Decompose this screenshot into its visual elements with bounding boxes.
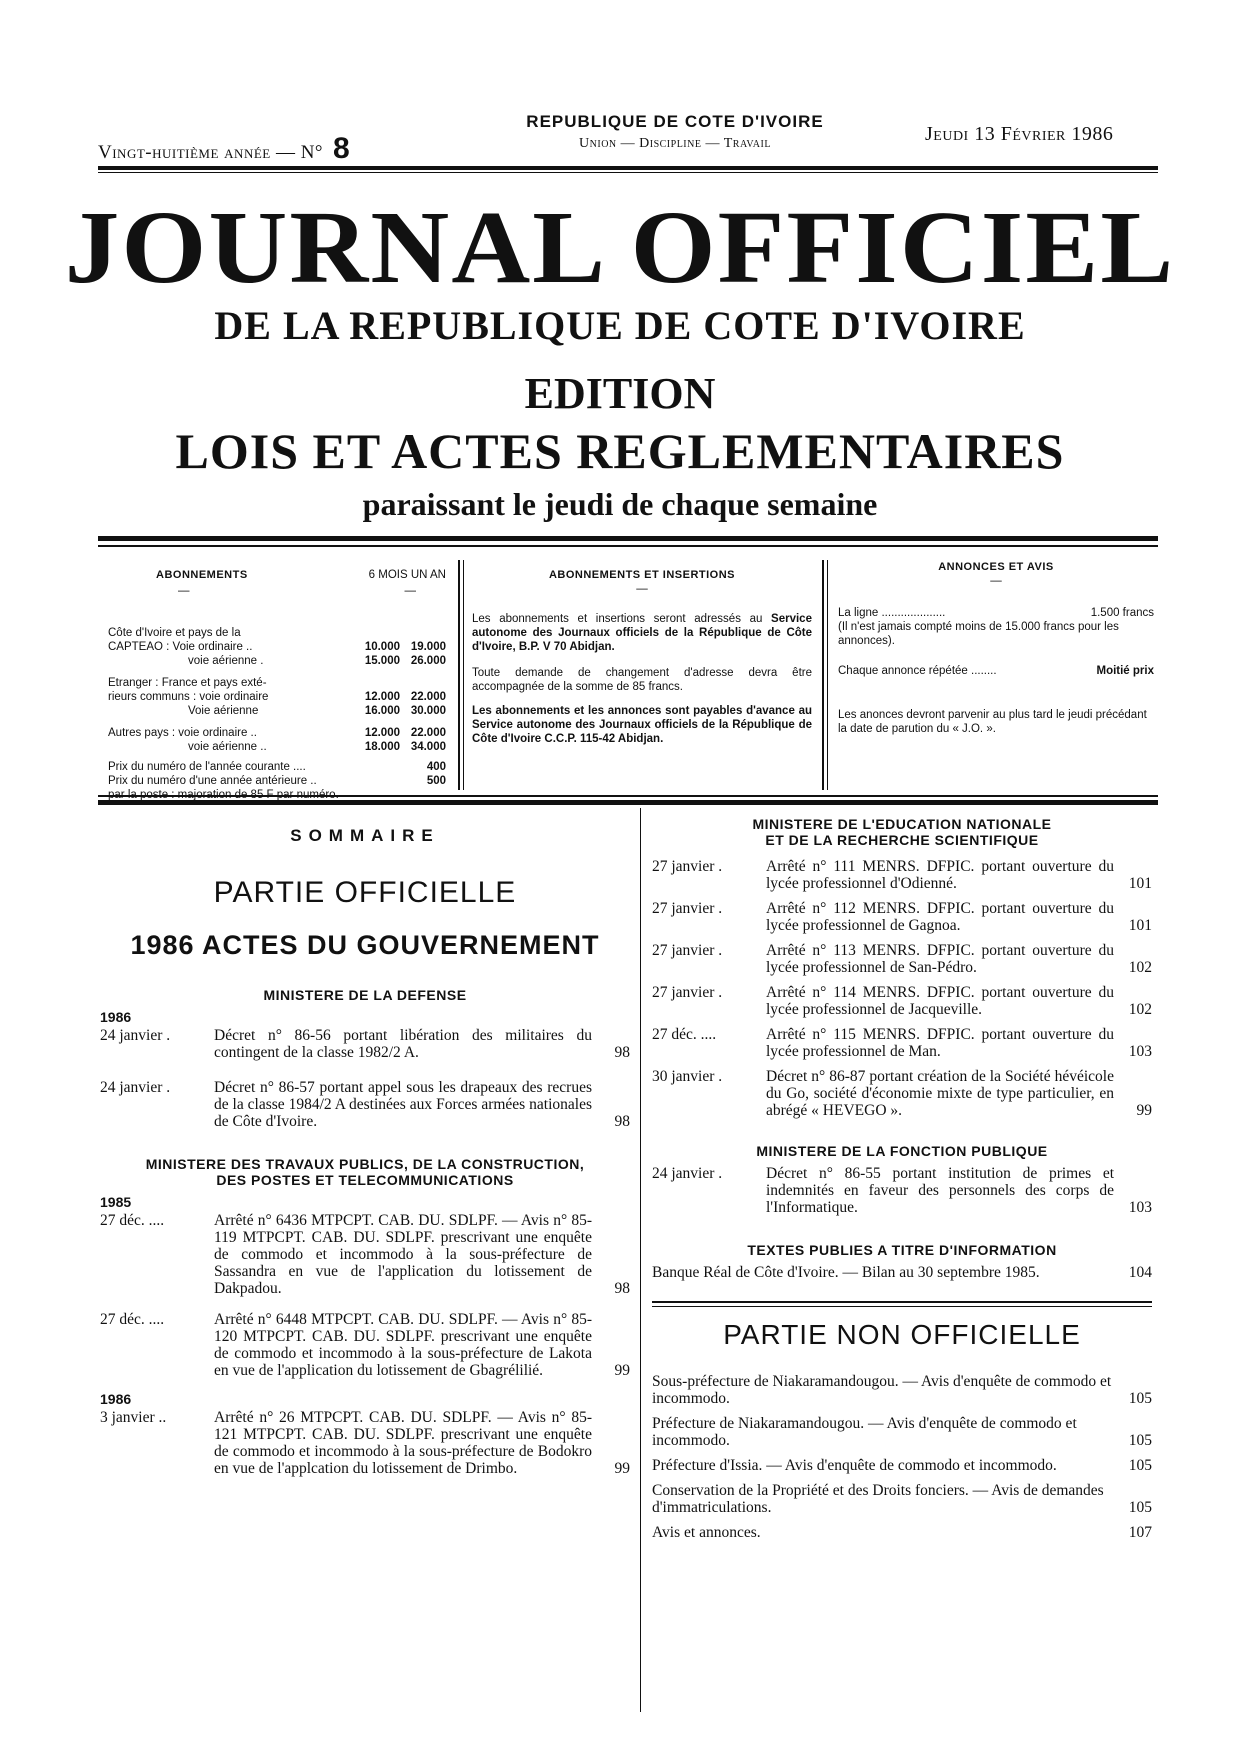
entry-page: 98 — [614, 1113, 630, 1130]
insertions-p2: Toute demande de changement d'adresse devra être accompagnée de la somme de 85 francs. — [472, 667, 812, 693]
travaux-heading-2: DES POSTES ET TELECOMMUNICATIONS — [216, 1172, 514, 1188]
year-label: Vingt-huitième année — N° — [98, 142, 324, 163]
travaux-heading-1: MINISTERE DES TRAVAUX PUBLICS, DE LA CONSTRUCTION, — [145, 1156, 585, 1172]
subscription-row — [108, 626, 446, 640]
subscription-label: rieurs communs : voie ordinaire — [108, 691, 269, 703]
entry-text: Arrêté n° 113 MENRS. DFPIC. portant ouverture du lycée professionnel de San-Pédro. — [766, 942, 1114, 976]
price-label: Prix du numéro d'une année antérieure .. — [108, 775, 317, 787]
entry-text: Avis et annonces. — [652, 1524, 761, 1541]
entry-text: Arrêté n° 26 MTPCPT. CAB. DU. SDLPF. — Avis n° 85-121 MTPCPT. CAB. DU. SDLPF. prescrivant une enquête de commodo et incommodo à la sous-préfecture de Bodokro en vue de l'applcation du lotissement de Drimbo. — [214, 1409, 592, 1477]
subscription-label: Côte d'Ivoire et pays de la — [108, 627, 241, 639]
issue-line — [98, 132, 350, 166]
annonces-box: ANNONCES ET AVIS — La ligne .................... 1.500 francs (Il n'est jamais compté moins de 15.000 francs pour les annonces). Chaque annonce répétée ........ Moitié prix Les anonces devront parvenir au plus tard le jeudi précédant la date de parution du « J.O. ». — [838, 561, 1154, 735]
toc-entry — [652, 900, 1152, 934]
entry-page: 99 — [614, 1460, 630, 1477]
entry-text: Décret n° 86-56 portant libération des militaires du contingent de la classe 1982/2 A. — [214, 1027, 592, 1061]
non-officielle-entry — [652, 1457, 1152, 1474]
journal-title: JOURNAL OFFICIEL — [64, 190, 1176, 305]
entry-page: 102 — [1128, 1001, 1152, 1018]
entry-text: Conservation de la Propriété et des Droits fonciers. — Avis de demandes d'immatriculations. — [652, 1482, 1104, 1516]
defense-entries — [100, 1027, 630, 1130]
annonces-heading: ANNONCES ET AVIS — [938, 561, 1054, 573]
toc-entry — [652, 942, 1152, 976]
entry-date: 30 janvier . — [652, 1068, 723, 1085]
entry-page: 103 — [1128, 1199, 1152, 1216]
fonction-heading: MINISTERE DE LA FONCTION PUBLIQUE — [756, 1143, 1048, 1159]
travaux-entries-1986 — [100, 1409, 630, 1477]
issue-number: 8 — [333, 132, 351, 165]
entry-text: Arrêté n° 115 MENRS. DFPIC. portant ouverture du lycée professionnel de Man. — [766, 1026, 1114, 1060]
price-six-months: 18.000 — [364, 741, 400, 753]
travaux-year-1985: 1985 — [100, 1194, 132, 1210]
box-bottom-rule — [98, 800, 1158, 805]
repeat-price: Moitié prix — [1096, 665, 1154, 677]
price-six-months: 16.000 — [364, 705, 400, 717]
price-row — [108, 774, 446, 788]
entry-date: 27 déc. .... — [652, 1026, 717, 1043]
deadline-note: Les anonces devront parvenir au plus tard le jeudi précédant la date de parution du « J.O. ». — [838, 709, 1147, 735]
subscription-row — [108, 740, 446, 754]
entry-page: 99 — [1136, 1102, 1152, 1119]
country-block — [480, 112, 870, 152]
textes-text: Banque Réal de Côte d'Ivoire. — Bilan au 30 septembre 1985. — [652, 1264, 1040, 1281]
subscription-row — [108, 704, 446, 718]
entry-text: Décret n° 86-87 portant création de la Société hévéicole du Go, société d'économie mixte de type particulier, en abrégé « HEVEGO ». — [766, 1068, 1114, 1119]
price-label: Prix du numéro de l'année courante .... — [108, 761, 306, 773]
box-divider-1 — [458, 560, 460, 790]
subscription-prices — [354, 640, 446, 654]
insertions-p1b: Service autonome des Journaux officiels de la République de Côte d'Ivoire, B.P. V 70 Abidjan. — [472, 613, 812, 653]
toc-entry — [100, 1409, 630, 1477]
edition-label: EDITION — [524, 369, 716, 418]
subscription-label: CAPTEAO : Voie ordinaire .. — [108, 641, 253, 653]
price-value: 400 — [426, 761, 446, 773]
box-top-rule — [98, 536, 1158, 541]
entry-date: 27 janvier . — [652, 984, 723, 1001]
line-price: 1.500 francs — [1090, 607, 1154, 619]
motto: Union — Discipline — Travail — [579, 136, 771, 151]
header-rule-thin — [98, 172, 1158, 173]
subscription-label: Etranger : France et pays exté- — [108, 677, 267, 689]
subscription-prices — [354, 676, 446, 690]
entry-date: 24 janvier . — [652, 1165, 723, 1182]
column-divider — [640, 808, 641, 1712]
toc-entry — [100, 1027, 630, 1061]
entry-text: Arrêté n° 111 MENRS. DFPIC. portant ouverture du lycée professionnel d'Odienné. — [766, 858, 1114, 892]
subscription-rows — [108, 626, 446, 754]
sommaire-title: SOMMAIRE — [290, 826, 440, 845]
subscription-prices — [354, 654, 446, 668]
toc-entry — [100, 1079, 630, 1130]
defense-year: 1986 — [100, 1009, 132, 1025]
toc-entry — [652, 1165, 1152, 1216]
sommaire-left — [100, 826, 630, 1477]
line-note: (Il n'est jamais compté moins de 15.000 francs pour les annonces). — [838, 621, 1119, 647]
price-six-months: 15.000 — [364, 655, 400, 667]
entry-text: Préfecture de Niakaramandougou. — Avis d'enquête de commodo et incommodo. — [652, 1415, 1077, 1449]
entry-text: Décret n° 86-55 portant institution de primes et indemnités en faveur des personnels des corps de l'Informatique. — [766, 1165, 1114, 1216]
insertions-box: ABONNEMENTS ET INSERTIONS — Les abonnements et insertions seront adressés au Service autonome des Journaux officiels de la République de Côte d'Ivoire, B.P. V 70 Abidjan. Toute demande de changement d'adresse devra être accompagnée de la somme de 85 francs. Les abonnements et les annonces sont payables d'avance au Service autonome des Journaux officiels de la République de Côte d'Ivoire C.C.P. 115-42 Abidjan. — [472, 569, 812, 745]
entry-text: Arrêté n° 114 MENRS. DFPIC. portant ouverture du lycée professionnel de Jacqueville. — [766, 984, 1114, 1018]
non-officielle-entry — [652, 1524, 1152, 1541]
toc-entry — [652, 984, 1152, 1018]
box-top-rule-thin — [98, 545, 1158, 547]
dash-2: — — [404, 585, 416, 597]
entry-text: Décret n° 86-57 portant appel sous les drapeaux des recrues de la classe 1984/2 A destinées aux Forces armées nationales de Côte d'Ivoire. — [214, 1079, 592, 1130]
entry-page: 105 — [1128, 1499, 1152, 1516]
subscription-prices — [354, 626, 446, 640]
price-six-months: 10.000 — [364, 641, 400, 653]
entry-text: Arrêté n° 112 MENRS. DFPIC. portant ouverture du lycée professionnel de Gagnoa. — [766, 900, 1114, 934]
entry-page: 98 — [614, 1280, 630, 1297]
toc-entry — [652, 1068, 1152, 1119]
price-year: 22.000 — [410, 727, 446, 739]
box-divider-2 — [822, 560, 824, 790]
price-year: 19.000 — [410, 641, 446, 653]
non-officielle-entry — [652, 1415, 1152, 1449]
travaux-entries-1985 — [100, 1212, 630, 1379]
subscription-row — [108, 726, 446, 740]
actes-gouvernement: 1986 ACTES DU GOUVERNEMENT — [130, 930, 600, 960]
subscription-row — [108, 690, 446, 704]
price-six-months: 12.000 — [364, 691, 400, 703]
entry-page: 101 — [1128, 917, 1152, 934]
subscription-label: voie aérienne .. — [188, 741, 267, 753]
line-label: La ligne .................... — [838, 607, 946, 619]
price-year: 30.000 — [410, 705, 446, 717]
entry-page: 98 — [614, 1044, 630, 1061]
price-six-months: 12.000 — [364, 727, 400, 739]
travaux-year-1986: 1986 — [100, 1391, 132, 1407]
subscription-row — [108, 640, 446, 654]
box-bottom-rule-thin — [98, 795, 1158, 797]
subscription-row — [108, 676, 446, 690]
entry-page: 107 — [1128, 1524, 1152, 1541]
price-year: 22.000 — [410, 691, 446, 703]
sommaire-right — [652, 816, 1152, 1541]
entry-page: 105 — [1128, 1390, 1152, 1407]
subscription-prices — [354, 726, 446, 740]
entry-page: 101 — [1128, 875, 1152, 892]
textes-entry — [652, 1264, 1152, 1281]
country-name: REPUBLIQUE DE COTE D'IVOIRE — [526, 112, 824, 131]
entry-date: 27 janvier . — [652, 900, 723, 917]
price-row — [108, 760, 446, 774]
textes-heading: TEXTES PUBLIES A TITRE D'INFORMATION — [747, 1242, 1057, 1258]
non-officielle-rule — [652, 1301, 1152, 1307]
defense-heading: MINISTERE DE LA DEFENSE — [263, 987, 467, 1003]
education-entries — [652, 858, 1152, 1119]
col-six-months: 6 MOIS — [368, 569, 408, 581]
subscriptions-heading: ABONNEMENTS — [156, 569, 248, 581]
subscription-prices — [354, 690, 446, 704]
price-value: 500 — [426, 775, 446, 787]
issue-date: Jeudi 13 Février 1986 — [925, 123, 1114, 145]
non-officielle-entries — [652, 1373, 1152, 1541]
toc-entry — [652, 858, 1152, 892]
subscription-prices — [354, 704, 446, 718]
dash-1: — — [178, 585, 190, 597]
non-officielle-entry — [652, 1482, 1152, 1516]
education-heading-2: ET DE LA RECHERCHE SCIENTIFIQUE — [765, 832, 1039, 848]
box-divider-2b — [827, 560, 828, 790]
toc-entry — [100, 1212, 630, 1297]
subscription-label: Voie aérienne — [188, 705, 259, 717]
entry-text: Préfecture d'Issia. — Avis d'enquête de commodo et incommodo. — [652, 1457, 1057, 1474]
entry-page: 102 — [1128, 959, 1152, 976]
insertions-p3: Les abonnements et les annonces sont payables d'avance au Service autonome des Journaux officiels de la République de Côte d'Ivoire C.C.P. 115-42 Abidjan. — [472, 705, 812, 745]
entry-date: 3 janvier .. — [100, 1409, 167, 1426]
subscription-prices — [354, 740, 446, 754]
entry-date: 24 janvier . — [100, 1079, 171, 1096]
entry-page: 105 — [1128, 1432, 1152, 1449]
toc-entry — [652, 1026, 1152, 1060]
entry-page: 99 — [614, 1362, 630, 1379]
entry-text: Arrêté n° 6448 MTPCPT. CAB. DU. SDLPF. — Avis n° 85-120 MTPCPT. CAB. DU. SDLPF. prescrivant une enquête de commodo et incommodo à la sous-préfecture de Lakota en vue de l'application du lotissement de Gbagrélilié. — [214, 1311, 592, 1379]
subscription-label: Autres pays : voie ordinaire .. — [108, 727, 257, 739]
entry-date: 24 janvier . — [100, 1027, 171, 1044]
entry-date: 27 janvier . — [652, 858, 723, 875]
insertions-p1a: Les abonnements et insertions seront adressés au — [472, 613, 763, 625]
repeat-label: Chaque annonce répétée ........ — [838, 665, 997, 677]
journal-subtitle: DE LA REPUBLIQUE DE COTE D'IVOIRE — [214, 303, 1026, 348]
fonction-entries — [652, 1165, 1152, 1216]
box-divider-1b — [463, 560, 464, 790]
edition-name: LOIS ET ACTES REGLEMENTAIRES — [175, 423, 1065, 479]
non-officielle-entry — [652, 1373, 1152, 1407]
publication-frequency: paraissant le jeudi de chaque semaine — [362, 486, 878, 522]
entry-text: Arrêté n° 6436 MTPCPT. CAB. DU. SDLPF. — Avis n° 85-119 MTPCPT. CAB. DU. SDLPF. prescrivant une enquête de commodo et incommodo à la sous-préfecture de Sassandra en vue de l'application du lotissement de Dakpadou. — [214, 1212, 592, 1297]
education-heading-1: MINISTERE DE L'EDUCATION NATIONALE — [752, 816, 1052, 832]
insertions-heading: ABONNEMENTS ET INSERTIONS — [548, 569, 736, 581]
subscriptions-box — [108, 568, 446, 786]
textes-page: 104 — [1128, 1264, 1152, 1281]
price-year: 26.000 — [410, 655, 446, 667]
subscription-label: voie aérienne . — [188, 655, 264, 667]
toc-entry — [100, 1311, 630, 1379]
col-year: UN AN — [410, 569, 446, 581]
entry-date: 27 déc. .... — [100, 1311, 165, 1328]
subscription-row — [108, 654, 446, 668]
price-year: 34.000 — [410, 741, 446, 753]
entry-date: 27 janvier . — [652, 942, 723, 959]
entry-text: Sous-préfecture de Niakaramandougou. — Avis d'enquête de commodo et incommodo. — [652, 1373, 1112, 1407]
partie-non-officielle: PARTIE NON OFFICIELLE — [723, 1319, 1081, 1350]
entry-date: 27 déc. .... — [100, 1212, 165, 1229]
entry-page: 103 — [1128, 1043, 1152, 1060]
partie-officielle: PARTIE OFFICIELLE — [213, 876, 517, 909]
entry-page: 105 — [1128, 1457, 1152, 1474]
header-rule — [98, 166, 1158, 170]
